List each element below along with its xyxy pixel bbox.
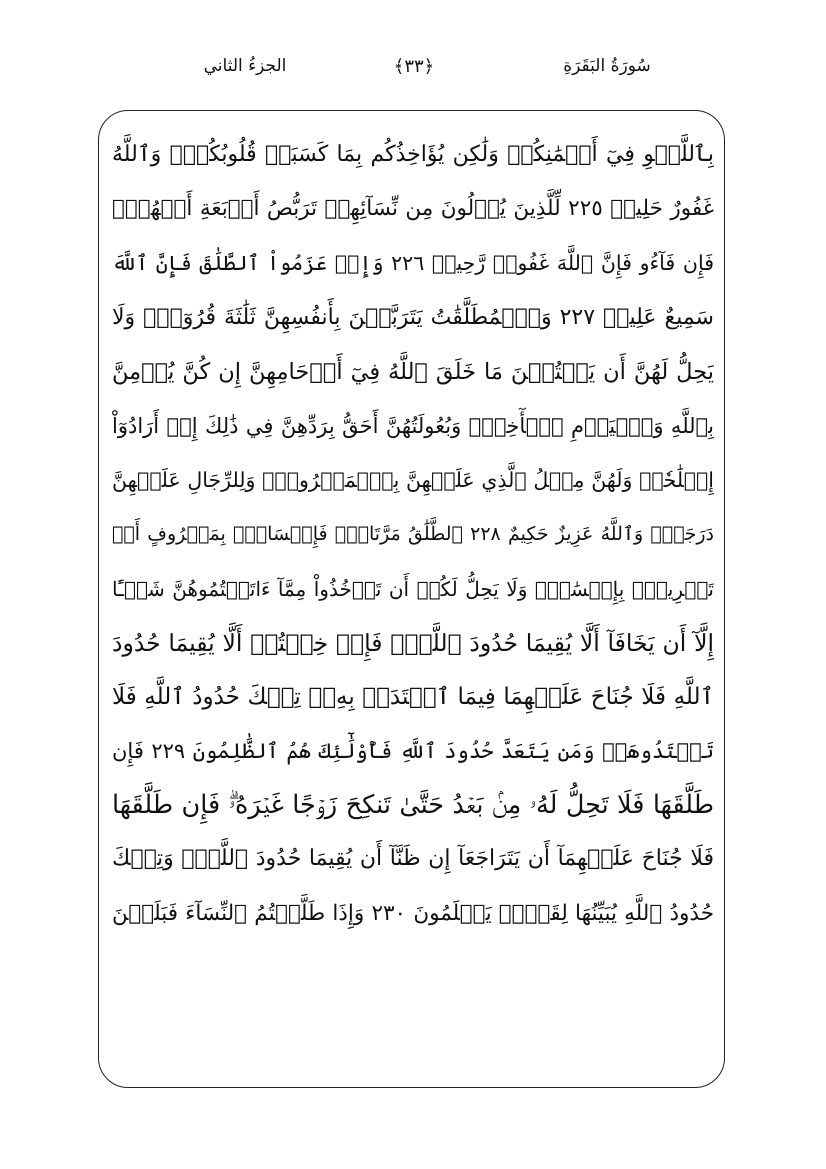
juz-name: الجزءُ الثاني bbox=[203, 56, 287, 76]
text-line: غَفُورٌ حَلِيمٞ ٢٢٥ لِّلَّذِينَ يُؤۡلُونَ مِن نِّسَآئِهِمۡ تَرَبُّصُ أَرۡبَعَةِ أَشۡهُرٖۖ bbox=[112, 196, 714, 222]
text-line: فَلَا جُنَاحَ عَلَيۡهِمَآ أَن يَتَرَاجَعَآ إِن ظَنَّآ أَن يُقِيمَا حُدُودَ ٱللَّهِۗ وَتِلۡكَ bbox=[112, 846, 714, 872]
text-line: بِٱللَّهِ وَٱلۡيَوۡمِ ٱلۡأٓخِرِۚ وَبُعُولَتُهُنَّ أَحَقُّ بِرَدِّهِنَّ فِي ذَٰلِكَ إِنۡ أَرَادُوٓاْ bbox=[112, 413, 714, 438]
quran-text bbox=[112, 128, 714, 941]
page-number: ﴿٣٣﴾ bbox=[393, 56, 435, 77]
text-line: حُدُودُ ٱللَّهِ يُبَيِّنُهَا لِقَوۡمٖ يَعۡلَمُونَ ٢٣٠ وَإِذَا طَلَّقۡتُمُ ٱلنِّسَآءَ فَبَلَغۡنَ bbox=[112, 900, 714, 926]
text-line: بِٱللَّغۡوِ فِيٓ أَيۡمَٰنِكُمۡ وَلَٰكِن يُؤَاخِذُكُم بِمَا كَسَبَتۡ قُلُوبُكُمۡۗ وَٱللَّهُ bbox=[112, 142, 714, 167]
text-line: طَلَّقَهَا فَلَا تَحِلُّ لَهُۥ مِنۢ بَعۡدُ حَتَّىٰ تَنكِحَ زَوۡجًا غَيۡرَهُۥۗ فَإِن طَلَّقَهَا bbox=[112, 790, 714, 821]
page-header bbox=[0, 56, 826, 90]
surah-name: سُورَةُ البَقَرَةِ bbox=[563, 56, 651, 76]
text-line: ٱللَّهِ فَلَا جُنَاحَ عَلَيۡهِمَا فِيمَا ٱفۡتَدَتۡ بِهِۦۗ تِلۡكَ حُدُودُ ٱللَّهِ فَلَا bbox=[112, 683, 714, 710]
text-line: إِصۡلَٰحٗاۚ وَلَهُنَّ مِثۡلُ ٱلَّذِي عَلَيۡهِنَّ بِٱلۡمَعۡرُوفِۚ وَلِلرِّجَالِ عَلَيۡهِنَّ bbox=[112, 468, 714, 493]
text-line: تَعۡتَدُوهَاۚ وَمَن يَتَعَدَّ حُدُودَ ٱللَّهِ فَأُوْلَٰٓئِكَ هُمُ ٱلظَّٰلِمُونَ ٢٢٩ فَإِن bbox=[112, 739, 714, 764]
text-line: إِلَّآ أَن يَخَافَآ أَلَّا يُقِيمَا حُدُودَ ٱللَّهِۖ فَإِنۡ خِفۡتُمۡ أَلَّا يُقِيمَا حُدُودَ bbox=[112, 628, 714, 657]
text-line: دَرَجَةٞۗ وَٱللَّهُ عَزِيزٌ حَكِيمٌ ٢٢٨ ٱلطَّلَٰقُ مَرَّتَانِۖ فَإِمۡسَاكُۢ بِمَعۡرُوفٍ أَوۡ bbox=[112, 523, 714, 546]
text-line: سَمِيعٌ عَلِيمٞ ٢٢٧ وَٱلۡمُطَلَّقَٰتُ يَتَرَبَّصۡنَ بِأَنفُسِهِنَّ ثَلَٰثَةَ قُرُوٓءٖۚ وَلَا bbox=[112, 304, 714, 330]
text-line: يَحِلُّ لَهُنَّ أَن يَكۡتُمۡنَ مَا خَلَقَ ٱللَّهُ فِيٓ أَرۡحَامِهِنَّ إِن كُنَّ يُؤۡمِنَّ bbox=[112, 358, 714, 385]
text-line: فَإِن فَآءُو فَإِنَّ ٱللَّهَ غَفُورٞ رَّحِيمٞ ٢٢٦ وَإِنۡ عَزَمُواْ ٱلطَّلَٰقَ فَإِنَّ ٱللَّهَ bbox=[112, 251, 714, 276]
text-line: تَسۡرِيحُۢ بِإِحۡسَٰنٖۗ وَلَا يَحِلُّ لَكُمۡ أَن تَأۡخُذُواْ مِمَّآ ءَاتَيۡتُمُوهُنَّ شَيۡـًٔا bbox=[112, 576, 714, 601]
